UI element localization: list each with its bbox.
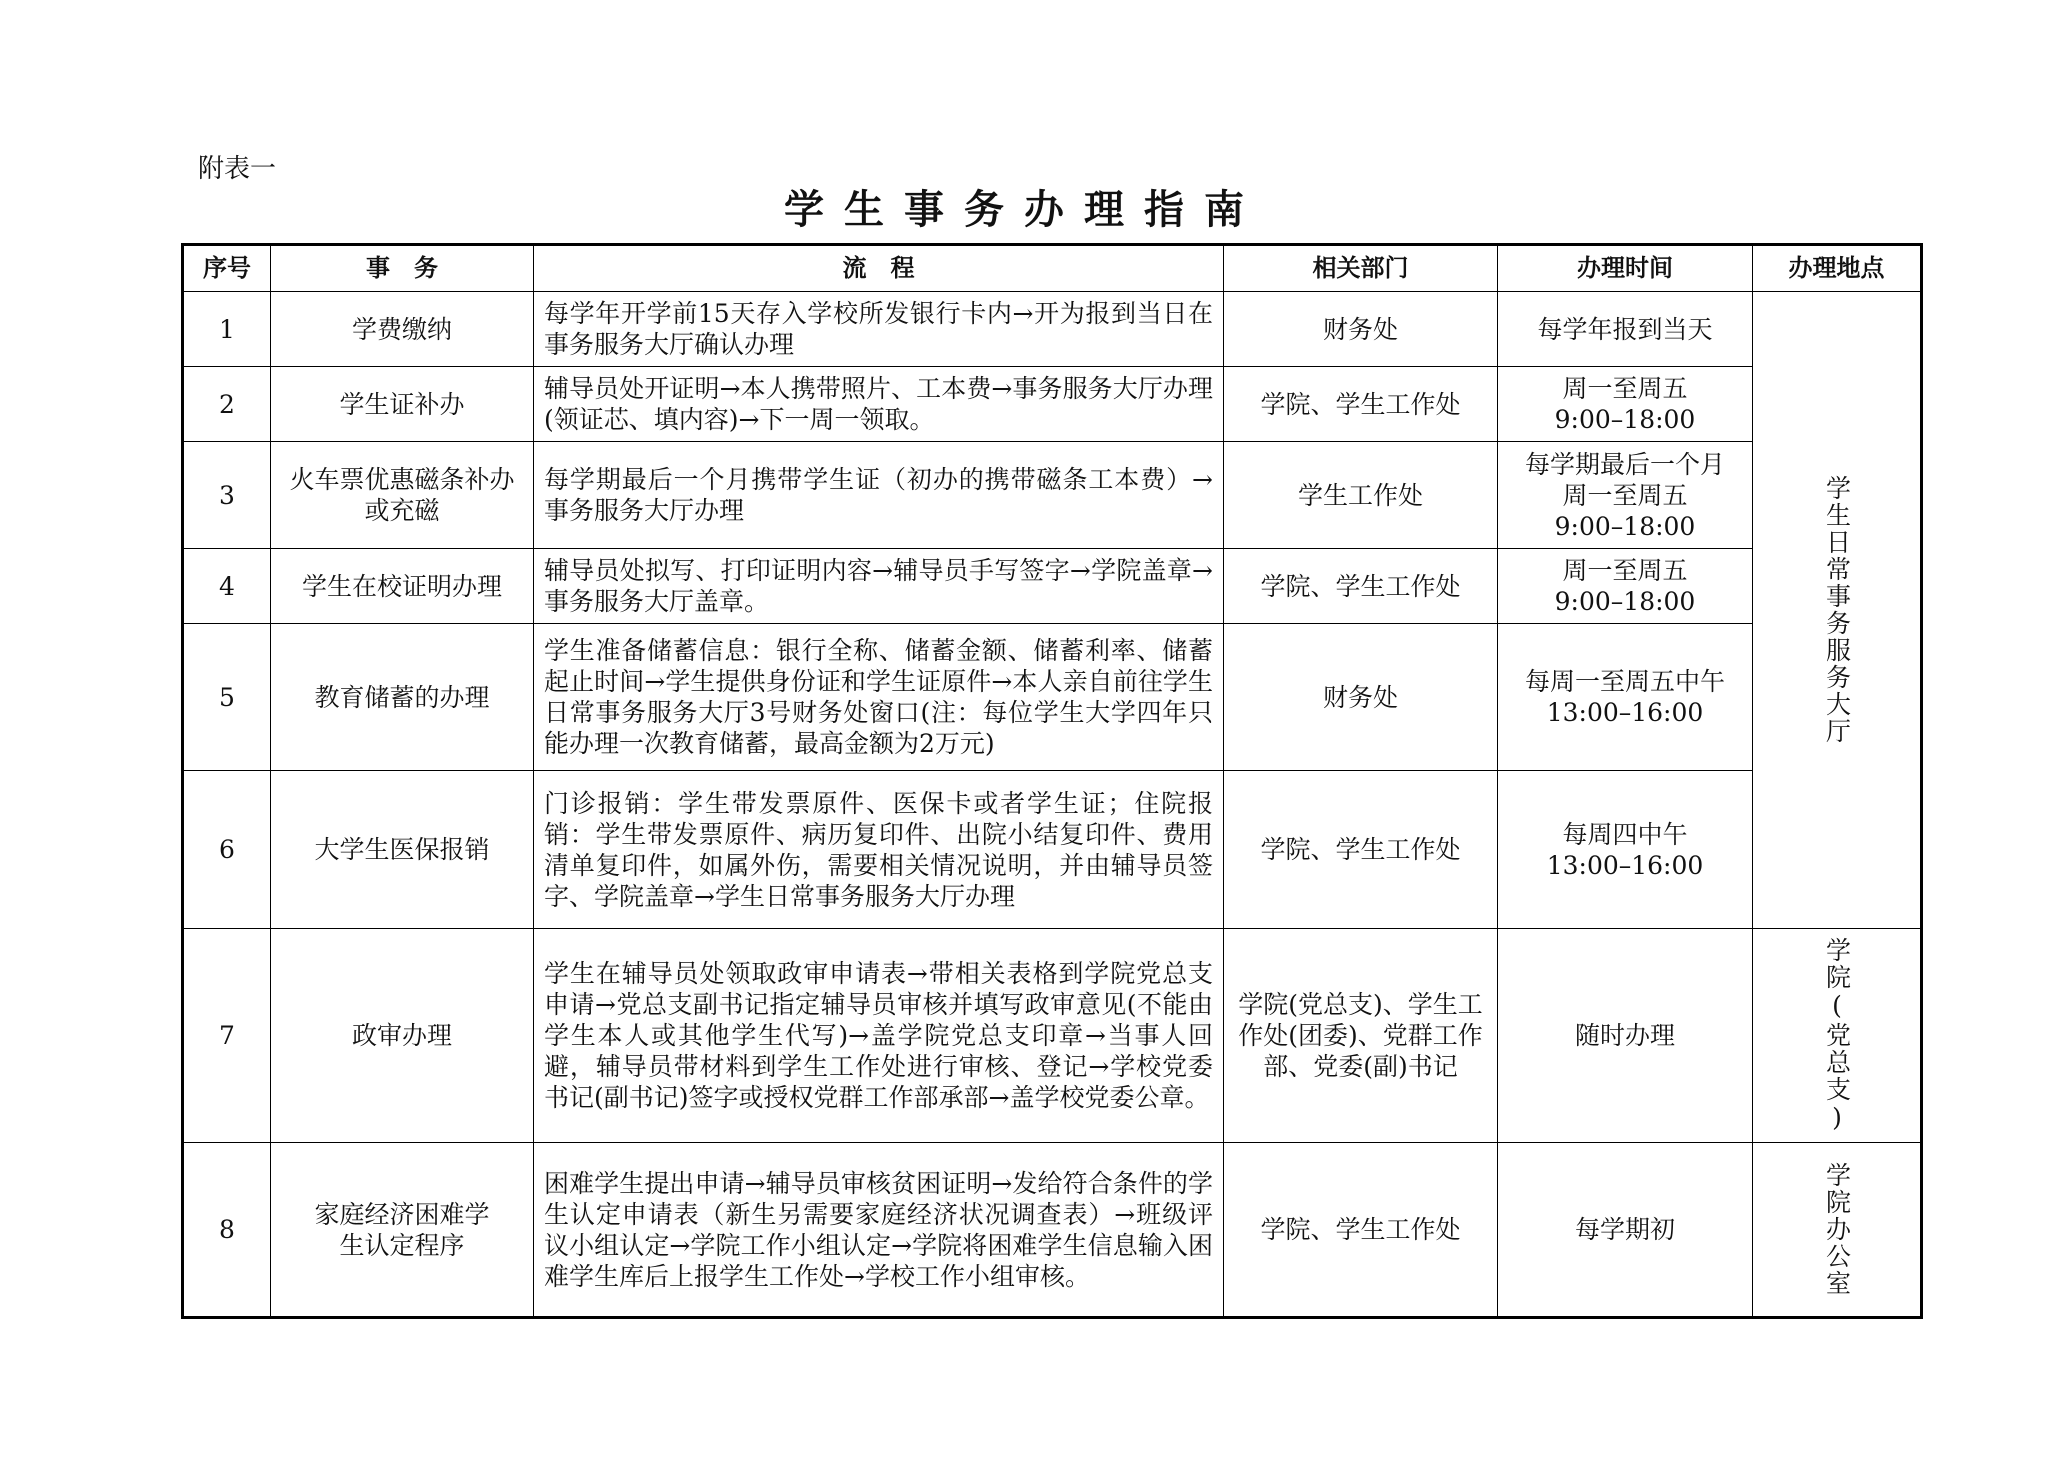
cell-no: 4 — [183, 549, 271, 624]
cell-dept: 财务处 — [1224, 624, 1498, 771]
table-header-row — [183, 245, 1922, 292]
cell-item: 学生证补办 — [271, 367, 534, 442]
cell-dept: 学院、学生工作处 — [1224, 1143, 1498, 1318]
cell-process: 困难学生提出申请→辅导员审核贫困证明→发给符合条件的学生认定申请表（新生另需要家庭经济状况调查表）→班级评议小组认定→学院工作小组认定→学院将困难学生信息输入困难学生库后上报学生工作处→学校工作小组审核。 — [534, 1143, 1224, 1318]
cell-process: 每学年开学前15天存入学校所发银行卡内→开为报到当日在事务服务大厅确认办理 — [534, 292, 1224, 367]
table-row — [183, 624, 1922, 771]
cell-time: 周一至周五 9:00–18:00 — [1498, 549, 1753, 624]
table-row — [183, 771, 1922, 929]
header-item: 事 务 — [271, 245, 534, 292]
cell-place-hall — [1753, 292, 1922, 929]
cell-process: 学生准备储蓄信息：银行全称、储蓄金额、储蓄利率、储蓄起止时间→学生提供身份证和学生证原件→本人亲自前往学生日常事务服务大厅3号财务处窗口(注：每位学生大学四年只能办理一次教育储蓄，最高金额为2万元) — [534, 624, 1224, 771]
cell-dept: 财务处 — [1224, 292, 1498, 367]
cell-time: 每学期最后一个月 周一至周五 9:00–18:00 — [1498, 442, 1753, 549]
page-title: 学生事务办理指南 — [784, 187, 1264, 233]
cell-item: 政审办理 — [271, 929, 534, 1143]
cell-time: 每学年报到当天 — [1498, 292, 1753, 367]
table-row — [183, 292, 1922, 367]
table-row — [183, 929, 1922, 1143]
header-dept: 相关部门 — [1224, 245, 1498, 292]
table-row — [183, 1143, 1922, 1318]
cell-time: 每学期初 — [1498, 1143, 1753, 1318]
cell-dept: 学院、学生工作处 — [1224, 549, 1498, 624]
cell-no: 3 — [183, 442, 271, 549]
header-no: 序号 — [183, 245, 271, 292]
header-time: 办理时间 — [1498, 245, 1753, 292]
cell-no: 5 — [183, 624, 271, 771]
cell-no: 7 — [183, 929, 271, 1143]
table-row — [183, 442, 1922, 549]
cell-dept: 学院、学生工作处 — [1224, 367, 1498, 442]
table-row — [183, 367, 1922, 442]
place-hall-text: 学生日常事务服务大厅 — [1822, 475, 1852, 745]
cell-item: 教育储蓄的办理 — [271, 624, 534, 771]
cell-no: 1 — [183, 292, 271, 367]
cell-no: 6 — [183, 771, 271, 929]
cell-item: 学费缴纳 — [271, 292, 534, 367]
cell-time: 周一至周五 9:00–18:00 — [1498, 367, 1753, 442]
cell-time: 每周四中午 13:00–16:00 — [1498, 771, 1753, 929]
cell-item: 大学生医保报销 — [271, 771, 534, 929]
place-party-text: 学院(党总支) — [1822, 937, 1852, 1134]
cell-place-party — [1753, 929, 1922, 1143]
cell-process: 门诊报销：学生带发票原件、医保卡或者学生证；住院报销：学生带发票原件、病历复印件、出院小结复印件、费用清单复印件，如属外伤，需要相关情况说明，并由辅导员签字、学院盖章→学生日常事务服务大厅办理 — [534, 771, 1224, 929]
cell-process: 学生在辅导员处领取政审申请表→带相关表格到学院党总支申请→党总支副书记指定辅导员审核并填写政审意见(不能由学生本人或其他学生代写)→盖学院党总支印章→当事人回避，辅导员带材料到学生工作处进行审核、登记→学校党委书记(副书记)签字或授权党群工作部承部→盖学校党委公章。 — [534, 929, 1224, 1143]
cell-dept: 学院(党总支)、学生工作处(团委)、党群工作部、党委(副)书记 — [1224, 929, 1498, 1143]
cell-item: 家庭经济困难学生认定程序 — [271, 1143, 534, 1318]
cell-process: 每学期最后一个月携带学生证（初办的携带磁条工本费）→事务服务大厅办理 — [534, 442, 1224, 549]
place-office-text: 学院办公室 — [1822, 1162, 1852, 1297]
student-affairs-table — [181, 243, 1923, 1319]
cell-process: 辅导员处开证明→本人携带照片、工本费→事务服务大厅办理(领证芯、填内容)→下一周一领取。 — [534, 367, 1224, 442]
cell-process: 辅导员处拟写、打印证明内容→辅导员手写签字→学院盖章→事务服务大厅盖章。 — [534, 549, 1224, 624]
header-place: 办理地点 — [1753, 245, 1922, 292]
cell-dept: 学院、学生工作处 — [1224, 771, 1498, 929]
header-process: 流 程 — [534, 245, 1224, 292]
cell-no: 2 — [183, 367, 271, 442]
table-row — [183, 549, 1922, 624]
annex-label: 附表一 — [198, 154, 277, 184]
cell-dept: 学生工作处 — [1224, 442, 1498, 549]
cell-item: 学生在校证明办理 — [271, 549, 534, 624]
cell-time: 每周一至周五中午 13:00–16:00 — [1498, 624, 1753, 771]
cell-place-office — [1753, 1143, 1922, 1318]
cell-item: 火车票优惠磁条补办或充磁 — [271, 442, 534, 549]
cell-no: 8 — [183, 1143, 271, 1318]
cell-time: 随时办理 — [1498, 929, 1753, 1143]
